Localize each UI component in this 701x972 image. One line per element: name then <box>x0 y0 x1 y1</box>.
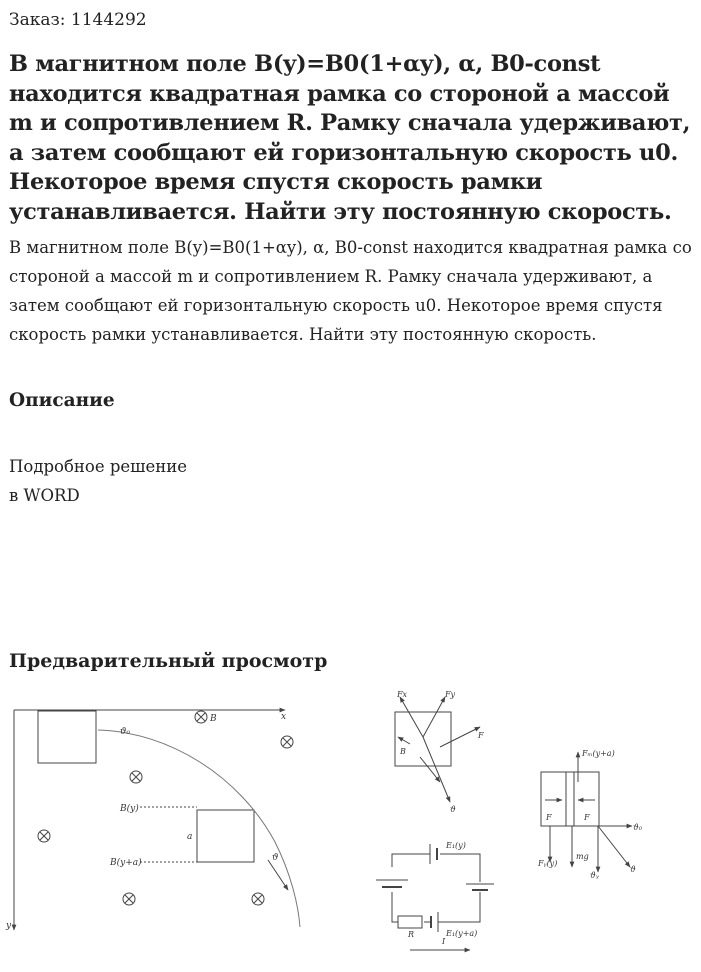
svg-text:ϑ: ϑ <box>450 805 456 814</box>
figure-forces <box>395 697 480 802</box>
problem-text: В магнитном поле B(y)=B0(1+αy), α, B0-const находится квадратная рамка со стороной а массой m и сопротивлением R. Рамку сначала удерживают, а затем сообщают ей горизонтальную скорость u0. Некоторое время спустя скорость рамки устанавливается. Найти эту постоянную скорость. <box>9 238 692 344</box>
svg-text:ϑ: ϑ <box>630 865 636 874</box>
field-into-page-symbol <box>38 711 293 905</box>
preview-image <box>0 682 701 972</box>
description-line-2: в WORD <box>9 486 80 505</box>
svg-text:F: F <box>478 731 484 740</box>
svg-text:B: B <box>210 714 217 724</box>
svg-text:B(y+a): B(y+a) <box>110 858 142 868</box>
svg-text:Fy: Fy <box>445 690 456 699</box>
svg-text:F: F <box>584 813 590 822</box>
figure-frame-in-field <box>14 710 300 930</box>
svg-text:E₁(y+a): E₁(y+a) <box>446 929 478 938</box>
svg-text:ϑ: ϑ <box>272 853 279 863</box>
order-number: Заказ: 1144292 <box>9 10 147 30</box>
preview-heading: Предварительный просмотр <box>9 650 328 672</box>
description-line-1: Подробное решение <box>9 457 188 476</box>
svg-text:y: y <box>6 921 12 931</box>
svg-text:Fᵧ(y): Fᵧ(y) <box>538 859 558 868</box>
svg-text:I: I <box>442 937 446 946</box>
svg-text:mg: mg <box>576 852 589 861</box>
description-text <box>9 452 187 510</box>
svg-text:x: x <box>281 712 287 722</box>
svg-text:R: R <box>408 930 415 939</box>
svg-text:ϑ₀: ϑ₀ <box>120 727 131 737</box>
svg-text:F: F <box>546 813 552 822</box>
svg-text:B: B <box>400 747 406 756</box>
page-title: В магнитном поле B(y)=B0(1+αy), α, B0-const находится квадратная рамка со стороной а массой m и сопротивлением R. Рамку сначала удерживают, а затем сообщают ей горизонтальную скорость u0. Некоторое время спустя скорость рамки устанавливается. Найти эту постоянную скорость. <box>9 51 691 225</box>
svg-text:Fx: Fx <box>397 690 408 699</box>
svg-text:ϑᵧ: ϑᵧ <box>590 871 599 880</box>
svg-text:Fₘ(y+a): Fₘ(y+a) <box>582 749 615 758</box>
svg-text:ϑ₀: ϑ₀ <box>633 823 642 832</box>
svg-text:a: a <box>187 832 193 842</box>
svg-text:B(y): B(y) <box>120 804 139 814</box>
description-heading: Описание <box>9 390 115 411</box>
svg-text:E₁(y): E₁(y) <box>446 841 466 850</box>
